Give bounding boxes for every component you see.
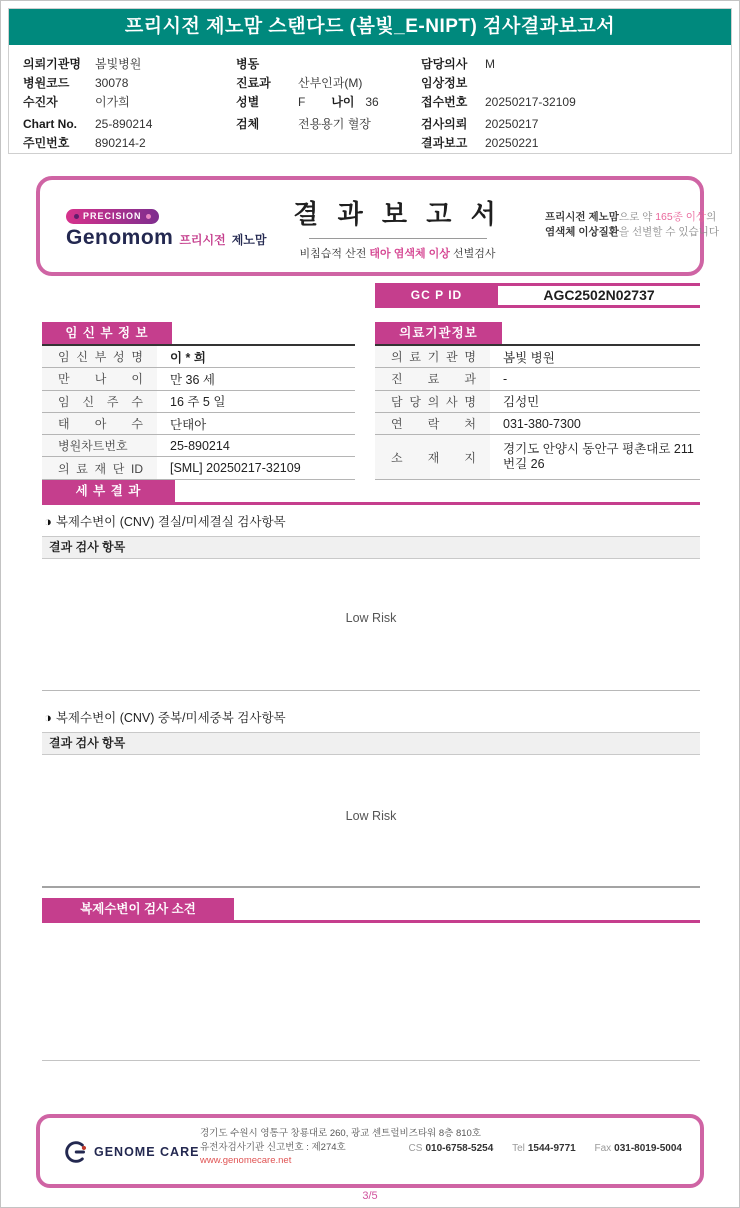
half-circle-icon: ◑ bbox=[44, 514, 52, 529]
result-report-title-group bbox=[290, 194, 505, 261]
field-label: 나이 bbox=[331, 95, 355, 109]
section-divider bbox=[42, 1060, 700, 1061]
row-value: 봄빛 병원 bbox=[503, 350, 555, 365]
footer-address-line2: 유전자검사기관 신고번호 : 제274호 bbox=[200, 1141, 346, 1153]
table-row bbox=[375, 413, 700, 435]
row-label bbox=[42, 457, 157, 478]
result-report-subtitle bbox=[290, 245, 505, 261]
info-row bbox=[236, 55, 298, 73]
row-label bbox=[375, 435, 490, 479]
row-label bbox=[42, 368, 157, 389]
mother-info-table bbox=[42, 322, 355, 480]
half-circle-icon: ◑ bbox=[44, 710, 52, 725]
info-row bbox=[23, 55, 141, 73]
result-status: Low Risk bbox=[345, 809, 397, 823]
table-row bbox=[375, 391, 700, 413]
field-value: 36 bbox=[365, 95, 379, 109]
tagline-end: 의 bbox=[706, 211, 717, 223]
row-label bbox=[42, 435, 157, 456]
field-label: 수진자 bbox=[23, 95, 58, 109]
row-label-text: 임 신 주 수 bbox=[58, 394, 143, 409]
row-label bbox=[42, 413, 157, 434]
field-label: 진료과 bbox=[236, 76, 271, 90]
row-label-text: 진 료 과 bbox=[391, 372, 476, 387]
tagline-end: 을 선별할 수 있습니다 bbox=[618, 226, 719, 238]
field-label: 주민번호 bbox=[23, 136, 70, 150]
clinic-table-body bbox=[375, 344, 700, 480]
tagline-mid: 으로 약 bbox=[618, 211, 656, 223]
field-value: 25-890214 bbox=[95, 117, 153, 131]
field-value: F bbox=[298, 95, 306, 109]
findings-section-title: 복제수변이 검사 소견 bbox=[42, 898, 234, 920]
field-value: 20250217-32109 bbox=[485, 95, 576, 109]
section-divider bbox=[42, 690, 700, 691]
mother-table-body bbox=[42, 344, 355, 480]
table-row bbox=[42, 391, 355, 413]
footer-address-line1: 경기도 수원시 영통구 창룡대로 260, 광교 센트럴비즈타워 8층 810호 bbox=[200, 1128, 481, 1139]
table-row bbox=[42, 368, 355, 390]
badge-dot-icon bbox=[146, 214, 151, 219]
field-value: 산부인과(M) bbox=[298, 76, 363, 90]
cnv-deletion-heading bbox=[44, 512, 694, 530]
field-label: 담당의사 bbox=[421, 57, 468, 71]
tagline-highlight: 165종 이상 bbox=[655, 211, 707, 223]
field-label: 결과보고 bbox=[421, 136, 468, 150]
field-label: 성별 bbox=[236, 95, 260, 109]
result-status: Low Risk bbox=[345, 611, 397, 625]
info-row bbox=[236, 74, 362, 92]
field-label: 검체 bbox=[236, 117, 260, 131]
tagline bbox=[545, 210, 719, 240]
row-value: 031-380-7300 bbox=[503, 416, 581, 431]
subtitle-highlight: 태아 염색체 이상 bbox=[369, 248, 450, 260]
field-value: 봄빛병원 bbox=[95, 57, 142, 71]
info-row bbox=[421, 74, 485, 92]
mother-table-title: 임 신 부 정 보 bbox=[42, 322, 172, 344]
tel-number: 1544-9771 bbox=[527, 1143, 576, 1154]
info-row bbox=[23, 134, 146, 152]
details-section-title: 세 부 결 과 bbox=[42, 480, 175, 502]
precision-badge bbox=[66, 209, 159, 224]
cnv-duplication-heading bbox=[44, 708, 694, 726]
result-report-title: 결 과 보 고 서 bbox=[293, 199, 502, 229]
genomecare-logo-text: GENOME CARE bbox=[94, 1145, 200, 1159]
row-label bbox=[375, 368, 490, 389]
page-number: 3/5 bbox=[362, 1190, 378, 1202]
info-row bbox=[421, 134, 538, 152]
info-row bbox=[421, 115, 538, 133]
field-value: 20250221 bbox=[485, 136, 539, 150]
info-row bbox=[421, 93, 576, 111]
field-label: Chart No. bbox=[23, 117, 77, 131]
row-label-text: 태 아 수 bbox=[58, 417, 143, 432]
row-value: [SML] 20250217-32109 bbox=[170, 461, 301, 476]
row-label-text: 임 신 부 성 명 bbox=[58, 350, 143, 365]
field-value: 890214-2 bbox=[95, 136, 146, 150]
table-row bbox=[375, 435, 700, 480]
clinic-info-table bbox=[375, 322, 700, 480]
badge-dot-icon bbox=[74, 214, 79, 219]
info-row bbox=[236, 115, 371, 133]
gcpid-label: GC P ID bbox=[375, 283, 498, 308]
fax-number: 031-8019-5004 bbox=[614, 1143, 682, 1154]
cnv-heading-text: 복제수변이 (CNV) 중복/미세중복 검사항목 bbox=[55, 711, 286, 725]
brand-suffix-dark: 제노맘 bbox=[231, 233, 267, 247]
result-header-box bbox=[36, 176, 719, 276]
field-label: 병동 bbox=[236, 57, 260, 71]
info-row bbox=[23, 93, 130, 111]
field-value: 전용용기 혈장 bbox=[298, 117, 371, 131]
patient-info-header bbox=[9, 45, 731, 155]
tagline-line2 bbox=[545, 225, 719, 240]
row-label-text: 의 료 기 관 명 bbox=[391, 350, 476, 365]
row-label bbox=[375, 346, 490, 367]
field-label: 검사의뢰 bbox=[421, 117, 468, 131]
table-row bbox=[375, 368, 700, 390]
section-divider bbox=[42, 886, 700, 888]
row-label bbox=[42, 391, 157, 412]
table-row bbox=[375, 346, 700, 368]
table-row bbox=[42, 413, 355, 435]
result-items-header: 결과 검사 항목 bbox=[42, 536, 700, 559]
row-label bbox=[375, 413, 490, 434]
field-label: 접수번호 bbox=[421, 95, 468, 109]
genomecare-logo bbox=[62, 1139, 199, 1165]
row-value: 단태아 bbox=[170, 417, 207, 432]
row-value: 만 36 세 bbox=[170, 372, 215, 387]
row-value: 이 * 희 bbox=[170, 350, 206, 365]
clinic-table-title: 의료기관정보 bbox=[375, 322, 502, 344]
info-row bbox=[23, 74, 128, 92]
row-label bbox=[42, 346, 157, 367]
field-value: 20250217 bbox=[485, 117, 539, 131]
table-row bbox=[42, 457, 355, 479]
field-value: 이가희 bbox=[95, 95, 130, 109]
row-label bbox=[375, 391, 490, 412]
genomom-logo bbox=[66, 206, 267, 250]
info-row bbox=[421, 55, 495, 73]
row-value: 경기도 안양시 동안구 평촌대로 211번길 26 bbox=[503, 442, 694, 472]
field-value: 30078 bbox=[95, 76, 129, 90]
table-row bbox=[42, 435, 355, 457]
title-underline bbox=[309, 238, 487, 239]
subtitle-post: 선별검사 bbox=[449, 248, 496, 260]
row-label-text: 연 락 처 bbox=[391, 417, 476, 432]
fax-label: Fax bbox=[594, 1143, 612, 1154]
result-items-header: 결과 검사 항목 bbox=[42, 732, 700, 755]
footer bbox=[36, 1114, 704, 1188]
info-row bbox=[236, 93, 379, 111]
cs-number: 010-6758-5254 bbox=[425, 1143, 494, 1154]
section-underline bbox=[42, 920, 700, 923]
row-label-text: 소 재 지 bbox=[391, 450, 476, 465]
report-title: 프리시전 제노맘 스탠다드 (봄빛_E-NIPT) 검사결과보고서 bbox=[124, 16, 616, 37]
info-row bbox=[23, 115, 152, 133]
cnv-heading-text: 복제수변이 (CNV) 결실/미세결실 검사항목 bbox=[55, 515, 286, 529]
genomecare-logo-icon bbox=[62, 1139, 88, 1165]
precision-badge-label: PRECISION bbox=[83, 211, 142, 221]
row-label-text: 의 료 재 단 ID bbox=[58, 461, 143, 476]
row-value: 16 주 5 일 bbox=[170, 395, 226, 410]
table-row bbox=[42, 346, 355, 368]
row-label-text: 만 나 이 bbox=[58, 372, 143, 387]
row-label-text: 병원차트번호 bbox=[58, 439, 128, 454]
row-value: 김성민 bbox=[503, 395, 540, 410]
field-value: M bbox=[485, 57, 495, 71]
gcpid-value: AGC2502N02737 bbox=[498, 283, 700, 308]
field-label: 임상정보 bbox=[421, 76, 468, 90]
subtitle-pre: 비침습적 산전 bbox=[299, 248, 370, 260]
row-value: 25-890214 bbox=[170, 438, 230, 453]
footer-contacts bbox=[409, 1143, 682, 1154]
tagline-bold: 프리시전 제노맘 bbox=[545, 211, 619, 223]
field-label: 의뢰기관명 bbox=[23, 57, 81, 71]
field-label: 병원코드 bbox=[23, 76, 70, 90]
brand-name: Genomom bbox=[66, 226, 174, 249]
tagline-line1 bbox=[545, 210, 717, 225]
row-label-text: 담 당 의 사 명 bbox=[391, 394, 476, 409]
brand-suffix-pink: 프리시전 bbox=[179, 233, 226, 247]
tel-label: Tel bbox=[512, 1143, 525, 1154]
tagline-bold: 염색체 이상질환 bbox=[545, 226, 619, 238]
report-title-bar bbox=[9, 9, 731, 45]
section-underline bbox=[42, 502, 700, 505]
header-block bbox=[8, 8, 732, 154]
cs-label: CS bbox=[408, 1143, 423, 1154]
footer-website-link[interactable]: www.genomecare.net bbox=[200, 1155, 292, 1166]
row-value: - bbox=[503, 371, 508, 386]
brand-name-line bbox=[66, 226, 267, 250]
